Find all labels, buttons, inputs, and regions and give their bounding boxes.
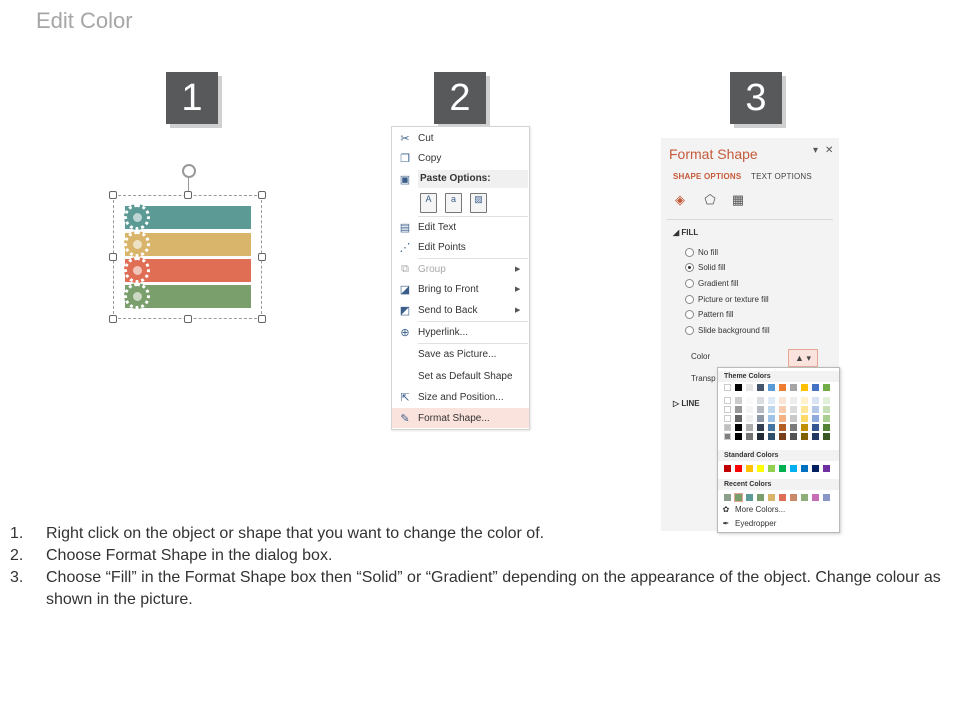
paste-icon: ▣	[399, 173, 411, 186]
recent-color-swatch[interactable]	[746, 494, 753, 501]
theme-color-swatch[interactable]	[801, 424, 808, 431]
resize-handle[interactable]	[109, 315, 117, 323]
menu-item-cut[interactable]	[392, 128, 529, 148]
standard-color-swatch[interactable]	[812, 465, 819, 472]
context-menu	[391, 126, 530, 430]
instruction-text: Right click on the object or shape that you want to change the color of.	[46, 525, 545, 542]
gear-icon	[124, 257, 150, 283]
resize-handle[interactable]	[258, 191, 266, 199]
format-shape-icon: ✎	[400, 412, 410, 425]
theme-color-swatch[interactable]	[724, 424, 731, 431]
theme-color-swatch[interactable]	[790, 397, 797, 404]
recent-color-swatch[interactable]	[724, 494, 731, 501]
theme-color-swatch[interactable]	[735, 397, 742, 404]
theme-color-swatch[interactable]	[724, 384, 731, 391]
theme-color-swatch[interactable]	[801, 397, 808, 404]
submenu-arrow-icon: ▶	[515, 266, 521, 273]
theme-color-swatch[interactable]	[746, 424, 753, 431]
theme-color-swatch[interactable]	[779, 406, 786, 413]
theme-color-swatch[interactable]	[757, 424, 764, 431]
recent-color-swatch[interactable]	[757, 494, 764, 501]
tab-text-options[interactable]: TEXT OPTIONS	[751, 172, 812, 181]
recent-color-swatch[interactable]	[801, 494, 808, 501]
instruction-number: 2.	[10, 547, 24, 564]
hyperlink-icon: ⊕	[400, 326, 410, 339]
standard-colors-heading: Standard Colors	[718, 450, 839, 461]
theme-color-swatch[interactable]	[746, 415, 753, 422]
theme-color-swatch[interactable]	[757, 384, 764, 391]
theme-color-swatch[interactable]	[812, 415, 819, 422]
radio-label: Picture or texture fill	[698, 295, 769, 304]
theme-color-swatch[interactable]	[735, 406, 742, 413]
menu-item-hyperlink[interactable]	[392, 322, 529, 342]
radio-no-fill[interactable]	[685, 248, 718, 257]
theme-color-swatch[interactable]	[724, 397, 731, 404]
radio-label: Solid fill	[698, 263, 726, 272]
theme-color-swatch[interactable]	[724, 415, 731, 422]
rotate-handle-icon[interactable]	[182, 164, 196, 178]
theme-color-swatch[interactable]	[790, 406, 797, 413]
color-palette-dropdown	[717, 367, 840, 533]
bring-front-icon: ◪	[399, 283, 411, 296]
theme-color-swatch[interactable]	[735, 415, 742, 422]
instruction-list	[10, 523, 950, 611]
fill-section-toggle[interactable]: ◢ FILL	[673, 228, 699, 237]
menu-item-bring-to-front[interactable]	[392, 279, 529, 299]
theme-color-swatch[interactable]	[724, 433, 731, 440]
theme-color-swatch[interactable]	[735, 433, 742, 440]
theme-color-swatch[interactable]	[812, 384, 819, 391]
standard-color-swatch[interactable]	[724, 465, 731, 472]
submenu-arrow-icon: ▶	[515, 307, 521, 314]
step-badge-2: 2	[434, 72, 486, 124]
chevron-down-icon: ▾	[803, 353, 811, 363]
theme-color-swatch[interactable]	[735, 424, 742, 431]
scissors-icon: ✂	[400, 132, 410, 145]
standard-color-swatch[interactable]	[779, 465, 786, 472]
theme-color-swatch[interactable]	[801, 415, 808, 422]
theme-color-swatch[interactable]	[790, 384, 797, 391]
menu-item-label: Set as Default Shape	[418, 370, 513, 382]
menu-item-label: Edit Points	[418, 241, 466, 253]
copy-icon: ❐	[400, 152, 410, 165]
step-badge-3: 3	[730, 72, 782, 124]
theme-color-swatch[interactable]	[823, 433, 830, 440]
instruction-item	[10, 523, 950, 545]
menu-item-label: Size and Position...	[418, 391, 504, 403]
menu-item-group	[392, 259, 529, 279]
color-label: Color	[691, 352, 711, 361]
menu-item-label: Bring to Front	[418, 283, 479, 295]
recent-colors-heading: Recent Colors	[718, 479, 839, 490]
menu-item-label: Format Shape...	[418, 412, 490, 424]
standard-color-swatch[interactable]	[768, 465, 775, 472]
paste-picture-icon[interactable]: ▨	[470, 193, 487, 213]
standard-color-swatch[interactable]	[790, 465, 797, 472]
submenu-arrow-icon: ▶	[515, 286, 521, 293]
pane-title: Format Shape	[669, 146, 758, 162]
theme-color-swatch[interactable]	[823, 415, 830, 422]
menu-item-edit-points[interactable]	[392, 237, 529, 257]
resize-handle[interactable]	[184, 191, 192, 199]
recent-color-swatch[interactable]	[768, 494, 775, 501]
edit-points-icon: ⋰	[399, 241, 411, 254]
recent-color-swatch[interactable]	[823, 494, 830, 501]
page-title: Edit Color	[36, 8, 133, 33]
resize-handle[interactable]	[184, 315, 192, 323]
menu-item-send-to-back[interactable]	[392, 300, 529, 320]
theme-color-swatch[interactable]	[823, 424, 830, 431]
instruction-number: 3.	[10, 569, 24, 586]
theme-color-swatch[interactable]	[768, 406, 775, 413]
standard-color-swatch[interactable]	[746, 465, 753, 472]
theme-color-swatch[interactable]	[790, 433, 797, 440]
theme-color-swatch[interactable]	[779, 415, 786, 422]
resize-handle[interactable]	[258, 315, 266, 323]
theme-color-swatch[interactable]	[746, 384, 753, 391]
standard-color-swatch[interactable]	[757, 465, 764, 472]
menu-item-label: Copy	[418, 152, 442, 164]
resize-handle[interactable]	[109, 191, 117, 199]
radio-label: Gradient fill	[698, 279, 739, 288]
theme-color-swatch[interactable]	[790, 424, 797, 431]
theme-color-swatch[interactable]	[812, 433, 819, 440]
divider	[667, 219, 833, 220]
send-back-icon: ◩	[399, 304, 411, 317]
radio-picture-fill[interactable]	[685, 295, 769, 304]
radio-label: Pattern fill	[698, 310, 734, 319]
paste-keep-formatting-icon[interactable]: A	[420, 193, 437, 213]
fill-line-icon[interactable]: ◈	[675, 192, 685, 207]
theme-color-swatch[interactable]	[779, 433, 786, 440]
theme-color-swatch[interactable]	[757, 433, 764, 440]
theme-color-swatch[interactable]	[757, 415, 764, 422]
standard-color-swatch[interactable]	[823, 465, 830, 472]
tab-shape-options[interactable]: SHAPE OPTIONS	[673, 172, 742, 181]
gear-icon	[124, 283, 150, 309]
menu-item-save-as-picture[interactable]	[392, 344, 529, 364]
theme-colors-heading: Theme Colors	[718, 371, 839, 382]
recent-color-swatch[interactable]	[779, 494, 786, 501]
menu-item-label: Save as Picture...	[418, 348, 497, 360]
theme-color-swatch[interactable]	[746, 397, 753, 404]
theme-color-swatch[interactable]	[779, 384, 786, 391]
paste-options-heading: Paste Options:	[418, 170, 528, 188]
fill-color-button[interactable]	[788, 349, 818, 367]
theme-color-swatch[interactable]	[801, 433, 808, 440]
menu-item-label: Group	[418, 263, 446, 275]
menu-item-label: Hyperlink...	[418, 326, 469, 338]
size-position-icon: ⇱	[400, 391, 410, 404]
theme-color-swatch[interactable]	[812, 397, 819, 404]
menu-item-label: Edit Text	[418, 221, 457, 233]
radio-pattern-fill[interactable]	[685, 310, 734, 319]
radio-label: No fill	[698, 248, 719, 257]
theme-color-swatch[interactable]	[724, 406, 731, 413]
gear-icon	[124, 204, 150, 230]
paint-bucket-icon: ▲	[795, 353, 804, 363]
menu-item-label: Cut	[418, 132, 434, 144]
theme-color-swatch[interactable]	[746, 433, 753, 440]
edit-text-icon: ▤	[399, 221, 411, 234]
standard-color-swatch[interactable]	[801, 465, 808, 472]
instruction-text: Choose Format Shape in the dialog box.	[46, 547, 333, 564]
theme-color-swatch[interactable]	[757, 397, 764, 404]
theme-color-swatch[interactable]	[735, 384, 742, 391]
pane-options-icon[interactable]: ▾	[813, 145, 819, 156]
theme-color-swatch[interactable]	[812, 406, 819, 413]
menu-item-edit-text[interactable]	[392, 217, 529, 237]
theme-color-swatch[interactable]	[779, 397, 786, 404]
fill-section-label: FILL	[681, 228, 699, 237]
color-wheel-icon: ✿	[722, 505, 730, 514]
menu-item-format-shape[interactable]	[392, 408, 529, 428]
more-colors-label: More Colors...	[735, 505, 786, 514]
theme-color-swatch[interactable]	[768, 384, 775, 391]
gear-icon	[124, 231, 150, 257]
radio-slide-background-fill[interactable]	[685, 326, 770, 335]
instruction-number: 1.	[10, 525, 24, 542]
theme-color-swatch[interactable]	[790, 415, 797, 422]
theme-color-swatch[interactable]	[801, 384, 808, 391]
menu-item-copy[interactable]	[392, 148, 529, 168]
theme-color-swatch[interactable]	[823, 397, 830, 404]
size-properties-icon[interactable]: ▦	[731, 192, 745, 207]
theme-color-swatch[interactable]	[812, 424, 819, 431]
theme-color-swatch[interactable]	[768, 397, 775, 404]
resize-handle[interactable]	[109, 253, 117, 261]
eyedropper-label: Eyedropper	[735, 519, 777, 528]
theme-color-swatch[interactable]	[801, 406, 808, 413]
instruction-item	[10, 567, 950, 611]
paste-use-destination-icon[interactable]: a	[445, 193, 462, 213]
menu-item-size-and-position[interactable]	[392, 387, 529, 407]
recent-color-swatch[interactable]	[812, 494, 819, 501]
theme-color-swatch[interactable]	[823, 406, 830, 413]
recent-color-swatch[interactable]	[735, 494, 742, 501]
line-section-label: LINE	[681, 399, 700, 408]
theme-color-swatch[interactable]	[768, 424, 775, 431]
group-icon: ⧉	[401, 262, 409, 275]
effects-icon[interactable]: ⬠	[704, 192, 716, 207]
instruction-text: Choose “Fill” in the Format Shape box then “Solid” or “Gradient” depending on the appearance of the object. Change colour as shown in the picture.	[46, 569, 941, 608]
menu-item-set-default-shape[interactable]	[392, 366, 529, 386]
standard-color-swatch[interactable]	[735, 465, 742, 472]
transparency-label: Transp	[691, 374, 716, 383]
step-badge-1: 1	[166, 72, 218, 124]
eyedropper-icon: ✒	[722, 519, 730, 528]
close-icon[interactable]: ✕	[825, 145, 834, 156]
theme-color-swatch[interactable]	[768, 433, 775, 440]
instruction-item	[10, 545, 950, 567]
theme-color-swatch[interactable]	[779, 424, 786, 431]
menu-item-label: Send to Back	[418, 304, 478, 316]
radio-label: Slide background fill	[698, 326, 770, 335]
resize-handle[interactable]	[258, 253, 266, 261]
theme-color-swatch[interactable]	[757, 406, 764, 413]
theme-color-swatch[interactable]	[746, 406, 753, 413]
recent-color-swatch[interactable]	[790, 494, 797, 501]
theme-color-swatch[interactable]	[823, 384, 830, 391]
theme-color-swatch[interactable]	[768, 415, 775, 422]
radio-gradient-fill[interactable]	[685, 279, 738, 288]
radio-solid-fill[interactable]	[685, 263, 726, 272]
line-section-toggle[interactable]: ▷ LINE	[673, 399, 700, 408]
more-colors-link[interactable]	[720, 505, 785, 514]
